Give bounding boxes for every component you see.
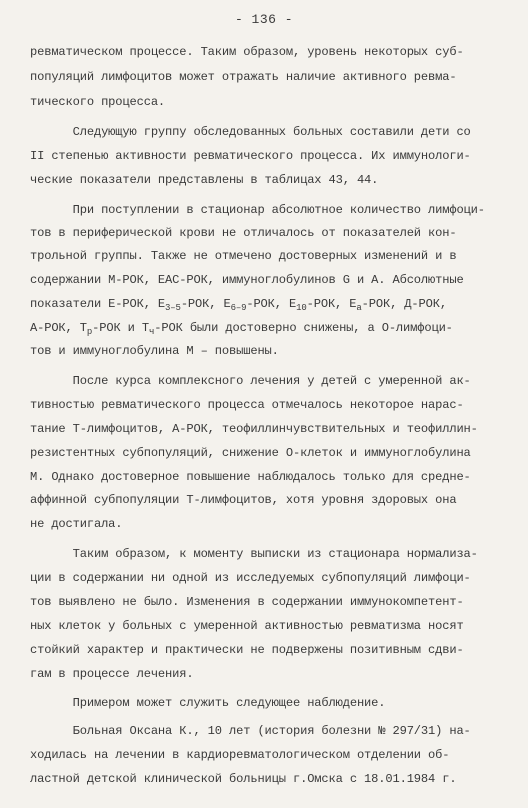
text-line: тического процесса. [30,95,166,109]
text-line-with-subscripts [30,296,500,312]
text-line: После курса комплексного лечения у детей с умеренной ак- [30,374,471,388]
text-segment: -РОК были достоверно снижены, а О-лимфоци- [154,321,453,335]
subscript: 3–5 [165,303,181,313]
text-segment: -РОК и Т [92,321,150,335]
text-line: Следующую группу обследованных больных составили дети со [30,125,471,139]
text-line: ревматическом процессе. Таким образом, уровень некоторых суб- [30,45,464,59]
text-line: ческие показатели представлены в таблицах 43, 44. [30,173,379,187]
text-segment: А-РОК, Т [30,321,87,335]
text-line: ции в содержании ни одной из исследуемых субпопуляций лимфоци- [30,571,471,585]
text-line: стойкий характер и практически не подвержены позитивным сдви- [30,643,464,657]
subscript: а [356,303,362,313]
text-segment: показатели Е-РОК, Е [30,297,166,311]
text-line: резистентных субпопуляций, снижение О-клеток и иммуноглобулина [30,446,471,460]
text-line: аффинной субпопуляции Т-лимфоцитов, хотя уровня здоровых она [30,493,457,507]
text-line: II степенью активности ревматического процесса. Их иммунологи- [30,149,471,163]
text-line: тов выявлено не было. Изменения в содержании иммунокомпетент- [30,595,464,609]
text-line: трольной группы. Также не отмечено достоверных изменений и в [30,249,457,263]
text-line: тание Т-лимфоцитов, А-РОК, теофиллинчувствительных и теофиллин- [30,422,478,436]
subscript: 6–9 [230,303,247,313]
text-line: популяций лимфоцитов может отражать наличие активного ревма- [30,70,457,84]
text-line: тов и иммуноглобулина М – повышены. [30,344,279,358]
text-segment: -РОК, Е [180,297,231,311]
text-line: гам в процессе лечения. [30,667,194,681]
page-number: - 136 - [234,12,294,27]
text-line: М. Однако достоверное повышение наблюдалось только для средне- [30,470,471,484]
subscript: ч [149,327,155,337]
text-line: тов в периферической крови не отличалось от показателей кон- [30,226,457,240]
text-line: Больная Оксана К., 10 лет (история болезни № 297/31) на- [30,724,471,738]
text-segment: -РОК, Д-РОК, [361,297,447,311]
text-line: тивностью ревматического процесса отмечалось некоторое нарас- [30,398,464,412]
text-line-with-subscripts [30,320,500,336]
text-segment: -РОК, Е [306,297,357,311]
text-line: содержании М-РОК, ЕАС-РОК, иммуноглобулинов G и А. Абсолютные [30,273,464,287]
subscript: р [86,327,93,337]
text-line: ходилась на лечении в кардиоревматологическом отделении об- [30,748,450,762]
text-line: Таким образом, к моменту выписки из стационара нормализа- [30,547,478,561]
text-line: При поступлении в стационар абсолютное количество лимфоци- [30,203,485,217]
text-segment: -РОК, Е [246,297,297,311]
text-line: ластной детской клинической больницы г.Омска с 18.01.1984 г. [30,772,457,786]
subscript: 10 [296,303,307,313]
text-line: не достигала. [30,517,123,531]
text-line: ных клеток у больных с умеренной активностью ревматизма носят [30,619,464,633]
text-line: Примером может служить следующее наблюдение. [30,696,386,710]
